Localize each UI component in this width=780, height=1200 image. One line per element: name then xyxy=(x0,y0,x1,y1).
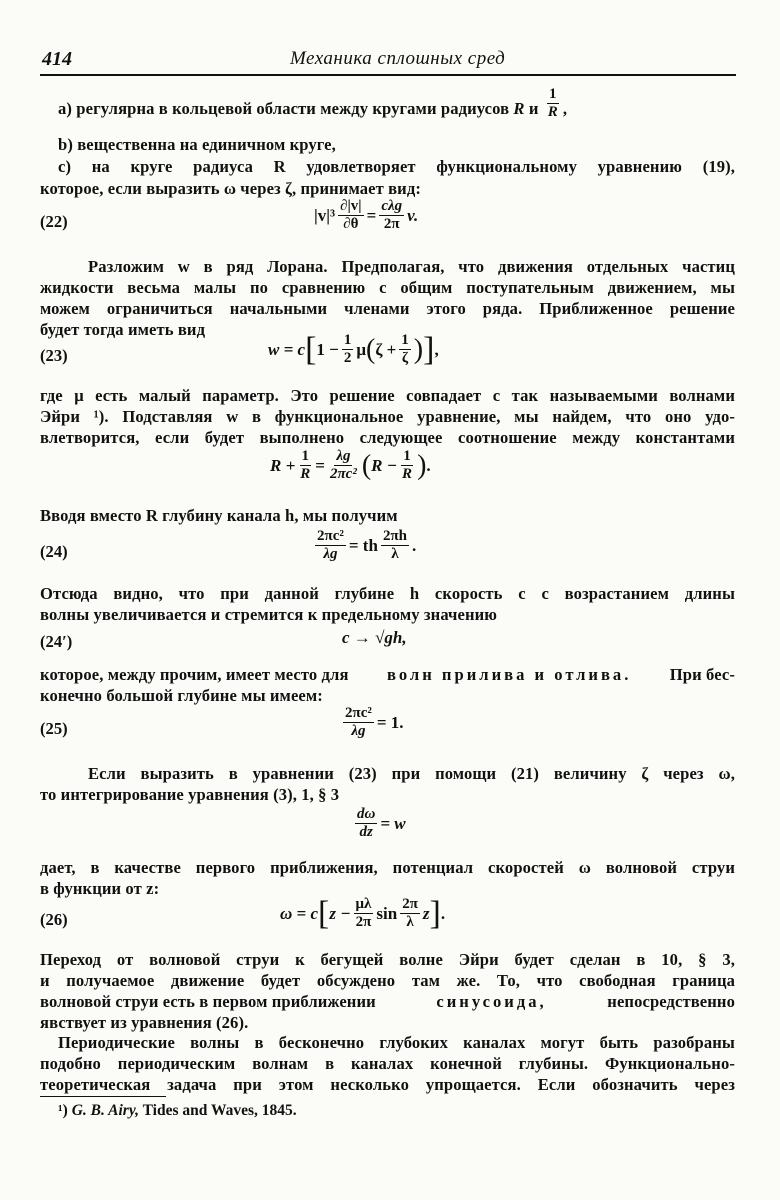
paragraph-4-line2: волны увеличивается и стремится к предельному значению xyxy=(40,605,498,624)
page-header xyxy=(40,44,736,76)
condition-b: b) вещественна на единичном круге, xyxy=(58,135,336,154)
running-title: Механика сплошных сред xyxy=(290,48,506,69)
equation-number-26: (26) xyxy=(40,910,68,929)
fraction-1-over-R: $\frac{1}{R}$ xyxy=(547,85,558,120)
paragraph-1-line4: будет тогда иметь вид xyxy=(40,320,206,339)
paragraph-4-line1: Отсюда видно, что при данной глубине h скорость c с возрастанием длины xyxy=(40,584,735,603)
condition-c-line1: c) на круге радиуса R удовлетворяет функциональному уравнению (19), xyxy=(58,157,735,176)
paragraph-1-line3: можем ограничиться начальными членами этого ряда. Приближенное решение xyxy=(40,299,735,318)
equation-24: $\frac{\text{2πc²}}{\lambda g}$ = th $\frac{2\pi h}{\lambda}$ . xyxy=(317,528,417,562)
condition-a: a) регулярна в кольцевой области между кругами радиусов R и $\frac{1}{R}$ , xyxy=(58,85,568,120)
paragraph-5-line1: которое, между прочим, имеет место для волн прилива и отлива. При бес- xyxy=(40,665,735,684)
paragraph-7-line1: дает, в качестве первого приближения, потенциал скоростей ω волновой струи xyxy=(40,858,735,877)
paragraph-2-line3: влетворится, если будет выполнено следующее соотношение между константами xyxy=(40,428,735,447)
paragraph-6-line1: Если выразить в уравнении (23) при помощи (21) величину ζ через ω, xyxy=(88,764,735,783)
equation-23: w = c [ 1 − $\frac{1}{2}$ μ ( ζ + $\frac{1}{\zeta}$ ) ] , xyxy=(268,330,439,368)
equation-number-25: (25) xyxy=(40,719,68,738)
footnote-rule xyxy=(40,1096,166,1097)
equation-number-23: (23) xyxy=(40,346,68,365)
equation-number-24-prime: (24′) xyxy=(40,632,73,651)
paragraph-2-line1: где μ есть малый параметр. Это решение совпадает с так называемыми волнами xyxy=(40,386,735,405)
equation-25: $\frac{\text{2πc²}}{\lambda g}$ = 1. xyxy=(345,705,404,739)
paragraph-8-line2: и получаемое движение будет обсуждено там же. То, что свободная граница xyxy=(40,971,735,990)
footnote: ¹) G. B. Airy, Tides and Waves, 1845. xyxy=(58,1102,297,1119)
paragraph-7-line2: в функции от z: xyxy=(40,879,160,898)
paragraph-8-line3: волновой струи есть в первом приближении синусоида, непосредственно xyxy=(40,992,735,1011)
paragraph-6-line2: то интегрирование уравнения (3), 1, § 3 xyxy=(40,785,340,804)
paragraph-2-line2: Эйри ¹). Подставляя w в функциональное уравнение, мы найдем, что оно удо- xyxy=(40,407,735,426)
equation-number-22: (22) xyxy=(40,212,68,231)
equation-22: |v|³ $\frac{\partial|v|}{\partial\theta}$ = $\frac{\text{cλg}}{2\pi}$ v. xyxy=(314,198,419,232)
equation-number-24: (24) xyxy=(40,542,68,561)
condition-c-line2: которое, если выразить ω через ζ, принимает вид: xyxy=(40,179,421,198)
paragraph-5-line2: конечно большой глубине мы имеем: xyxy=(40,686,323,705)
page-number: 414 xyxy=(42,48,72,70)
paragraph-9-line3: теоретическая задача при этом несколько упрощается. Если обозначить через xyxy=(40,1075,735,1094)
equation-dw-dz: $\frac{d\omega}{dz}$ = w xyxy=(357,806,406,840)
paragraph-1-line2: жидкости весьма малы по сравнению с общим поступательным движением, мы xyxy=(40,278,735,297)
paragraph-8-line1: Переход от волновой струи к бегущей волне Эйри будет сделан в 10, § 3, xyxy=(40,950,735,969)
equation-constants-relation: R + $\frac{1}{R}$ = $\frac{\lambda g}{\text{2πc²}}$ ( R − $\frac{1}{R}$ ) . xyxy=(270,448,431,482)
paragraph-3: Вводя вместо R глубину канала h, мы получим xyxy=(40,506,398,525)
paragraph-1-line1: Разложим w в ряд Лорана. Предполагая, что движения отдельных частиц xyxy=(88,257,735,276)
paragraph-8-line4: явствует из уравнения (26). xyxy=(40,1013,249,1032)
paragraph-9-line1: Периодические волны в бесконечно глубоких каналах могут быть разобраны xyxy=(58,1033,735,1052)
paragraph-9-line2: подобно периодическим волнам в каналах конечной глубины. Функционально- xyxy=(40,1054,735,1073)
equation-24-prime: c → √gh, xyxy=(342,628,407,647)
equation-26: ω = c [ z − $\frac{\mu\lambda}{2\pi}$ sin $\frac{2\pi}{\lambda}$ z ] . xyxy=(280,894,446,932)
